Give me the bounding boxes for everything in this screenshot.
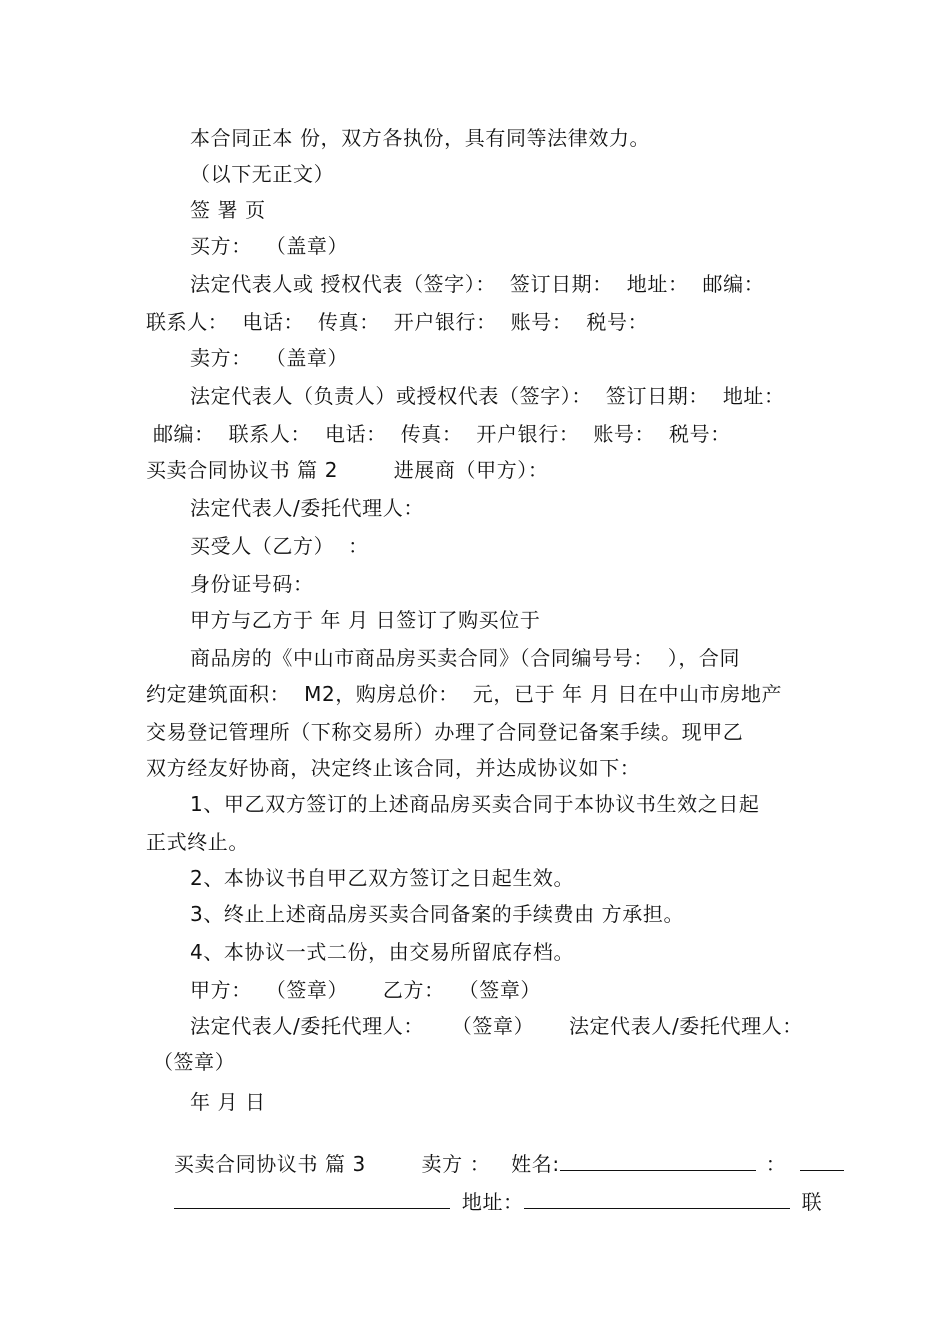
doc-line-18: 双方经友好协商，决定终止该合同，并达成协议如下： [146, 756, 641, 780]
address-blank [524, 1190, 790, 1209]
doc-line-8: 法定代表人（负责人）或授权代表（签字）： 签订日期： 地址： [190, 384, 785, 408]
doc-line-17: 交易登记管理所（下称交易所）办理了合同登记备案手续。现甲乙 [146, 720, 744, 744]
doc-line-29 [146, 1163, 822, 1241]
doc-line-26: （签章） [146, 1050, 236, 1074]
leading-blank [174, 1190, 450, 1209]
doc-line-4: 买方： （盖章） [190, 234, 349, 258]
doc-line-23: 4、本协议一式二份，由交易所留底存档。 [190, 940, 575, 964]
doc-line-21: 2、本协议书自甲乙双方签订之日起生效。 [190, 866, 575, 890]
doc-line-6: 联系人： 电话： 传真： 开户银行： 账号： 税号： [146, 310, 649, 334]
colon-label: ： [765, 1152, 787, 1176]
doc-line-2: （以下无正文） [190, 162, 335, 186]
doc-line-16: 约定建筑面积： M2，购房总价： 元，已于 年 月 日在中山市房地产 [146, 682, 783, 706]
doc-line-3: 签 署 页 [190, 198, 266, 222]
contact-label: 联 [801, 1190, 823, 1214]
doc-line-20: 正式终止。 [146, 830, 249, 854]
doc-line-24: 甲方： （签章） 乙方： （签章） [190, 978, 542, 1002]
seller-name-label: 买卖合同协议书 篇 3 卖方 ： 姓名: [173, 1152, 560, 1176]
doc-line-25: 法定代表人/委托代理人： （签章） 法定代表人/委托代理人： [190, 1014, 803, 1038]
doc-line-9: 邮编： 联系人： 电话： 传真： 开户银行： 账号： 税号： [146, 422, 731, 446]
doc-line-12: 买受人（乙方） ： [190, 534, 369, 558]
doc-line-19: 1、甲乙双方签订的上述商品房买卖合同于本协议书生效之日起 [190, 792, 760, 816]
doc-line-15: 商品房的《中山市商品房买卖合同》（合同编号号： ），合同 [190, 646, 741, 670]
address-label: 地址： [461, 1190, 524, 1214]
doc-line-27: 年 月 日 [190, 1090, 266, 1114]
doc-line-22: 3、终止上述商品房买卖合同备案的手续费由 方承担。 [190, 902, 685, 926]
doc-line-13: 身份证号码： [190, 572, 314, 596]
doc-line-5: 法定代表人或 授权代表（签字）： 签订日期： 地址： 邮编： [190, 272, 765, 296]
doc-line-7: 卖方： （盖章） [190, 346, 349, 370]
doc-line-10: 买卖合同协议书 篇 2 进展商（甲方）： [146, 458, 549, 482]
doc-line-14: 甲方与乙方于 年 月 日签订了购买位于 [190, 608, 541, 632]
doc-line-11: 法定代表人/委托代理人： [190, 496, 424, 520]
doc-line-1: 本合同正本 份，双方各执份，具有同等法律效力。 [190, 126, 651, 150]
